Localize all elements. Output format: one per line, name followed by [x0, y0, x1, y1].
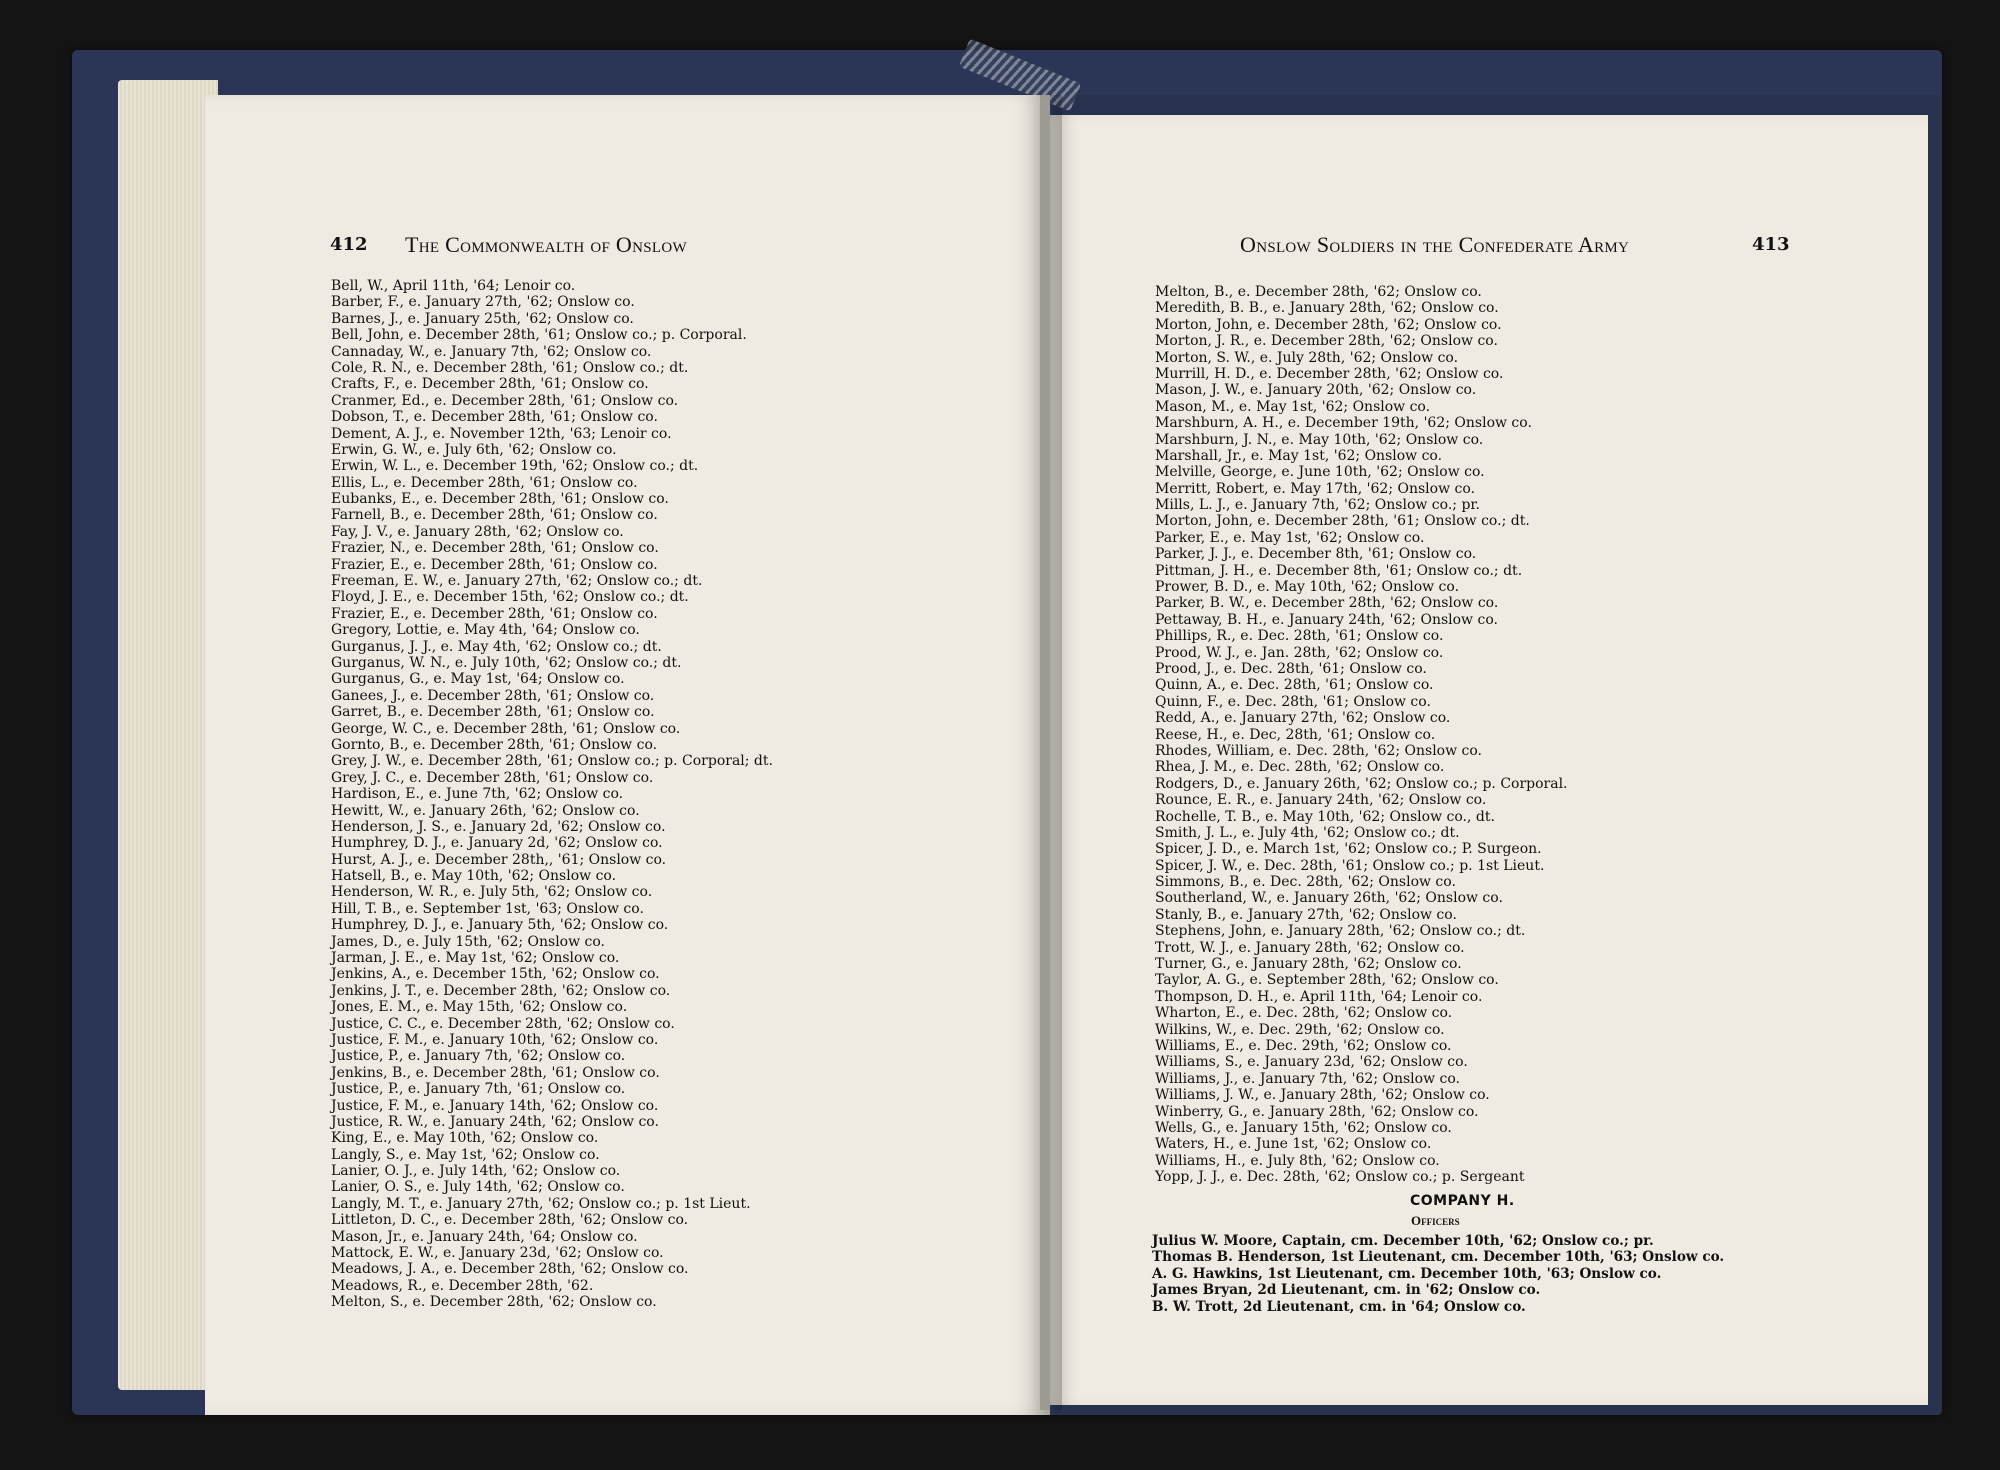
- officer-entry: James Bryan, 2d Lieutenant, cm. in '62; Onslow co.: [1152, 1282, 1541, 1299]
- roster-entry: Melville, George, e. June 10th, '62; Onslow co.: [1155, 464, 1485, 481]
- roster-entry: James, D., e. July 15th, '62; Onslow co.: [331, 933, 606, 950]
- roster-entry: Farnell, B., e. December 28th, '61; Onslow co.: [331, 507, 658, 524]
- roster-entry: Meredith, B. B., e. January 28th, '62; Onslow co.: [1155, 300, 1499, 317]
- roster-entry: Jenkins, A., e. December 15th, '62; Onslow co.: [331, 966, 660, 983]
- page-edges: [118, 80, 218, 1390]
- officer-entry: Thomas B. Henderson, 1st Lieutenant, cm. December 10th, '63; Onslow co.: [1152, 1249, 1725, 1266]
- roster-entry: Murrill, H. D., e. December 28th, '62; Onslow co.: [1155, 365, 1504, 382]
- roster-entry: Bell, John, e. December 28th, '61; Onslow co.; p. Corporal.: [331, 327, 747, 344]
- roster-entry: Hurst, A. J., e. December 28th,, '61; Onslow co.: [331, 851, 667, 868]
- roster-entry: Simmons, B., e. Dec. 28th, '62; Onslow co.: [1155, 874, 1456, 891]
- roster-entry: Pettaway, B. H., e. January 24th, '62; Onslow co.: [1155, 611, 1498, 628]
- roster-entry: Bell, W., April 11th, '64; Lenoir co.: [331, 278, 576, 294]
- roster-entry: Humphrey, D. J., e. January 2d, '62; Onslow co.: [331, 835, 663, 852]
- roster-entry: Mason, M., e. May 1st, '62; Onslow co.: [1155, 398, 1431, 415]
- roster-entry: Jones, E. M., e. May 15th, '62; Onslow co.: [331, 999, 628, 1016]
- roster-entry: Freeman, E. W., e. January 27th, '62; Onslow co.; dt.: [331, 573, 703, 590]
- roster-entry: Marshall, Jr., e. May 1st, '62; Onslow co.: [1155, 447, 1443, 464]
- roster-entry: Eubanks, E., e. December 28th, '61; Onslow co.: [331, 491, 669, 508]
- roster-entry: Grey, J. W., e. December 28th, '61; Onslow co.; p. Corporal; dt.: [331, 753, 773, 770]
- roster-entry: Gregory, Lottie, e. May 4th, '64; Onslow co.: [331, 622, 640, 639]
- roster-entry: Justice, F. M., e. January 14th, '62; Onslow co.: [331, 1097, 659, 1114]
- roster-entry: Rounce, E. R., e. January 24th, '62; Onslow co.: [1155, 792, 1487, 809]
- roster-entry: Barnes, J., e. January 25th, '62; Onslow co.: [331, 310, 634, 327]
- roster-entry: Melton, S., e. December 28th, '62; Onslow co.: [331, 1294, 657, 1311]
- roster-entry: Trott, W. J., e. January 28th, '62; Onslow co.: [1155, 939, 1465, 956]
- roster-entry: Wharton, E., e. Dec. 28th, '62; Onslow co.: [1155, 1005, 1453, 1022]
- roster-entry: Mills, L. J., e. January 7th, '62; Onslow co.; pr.: [1155, 497, 1481, 514]
- roster-entry: Quinn, F., e. Dec. 28th, '61; Onslow co.: [1155, 693, 1431, 710]
- roster-entry: Spicer, J. W., e. Dec. 28th, '61; Onslow co.; p. 1st Lieut.: [1155, 857, 1545, 874]
- roster-entry: Hatsell, B., e. May 10th, '62; Onslow co.: [331, 868, 617, 885]
- roster-entry: King, E., e. May 10th, '62; Onslow co.: [331, 1130, 599, 1147]
- roster-entry: Erwin, G. W., e. July 6th, '62; Onslow co.: [331, 441, 617, 458]
- roster-entry: Williams, H., e. July 8th, '62; Onslow co.: [1155, 1152, 1440, 1169]
- roster-entry: Justice, P., e. January 7th, '61; Onslow co.: [331, 1081, 626, 1098]
- roster-entry: Prood, J., e. Dec. 28th, '61; Onslow co.: [1155, 660, 1427, 677]
- book-gutter: [1040, 95, 1062, 1410]
- roster-entry: Justice, F. M., e. January 10th, '62; Onslow co.: [331, 1031, 659, 1048]
- roster-entry: Phillips, R., e. Dec. 28th, '61; Onslow co.: [1155, 628, 1444, 645]
- roster-entry: Jenkins, B., e. December 28th, '61; Onslow co.: [331, 1064, 660, 1081]
- roster-entry: Ellis, L., e. December 28th, '61; Onslow co.: [331, 474, 638, 491]
- roster-entry: Winberry, G., e. January 28th, '62; Onslow co.: [1155, 1103, 1479, 1120]
- roster-entry: Stanly, B., e. January 27th, '62; Onslow co.: [1155, 906, 1457, 923]
- roster-entry: Lanier, O. J., e. July 14th, '62; Onslow co.: [331, 1163, 621, 1180]
- officer-entry: Julius W. Moore, Captain, cm. December 10th, '62; Onslow co.; pr.: [1152, 1233, 1654, 1249]
- roster-entry: Gurganus, J. J., e. May 4th, '62; Onslow co.; dt.: [331, 638, 662, 655]
- roster-entry: Justice, R. W., e. January 24th, '62; Onslow co.: [331, 1113, 659, 1130]
- roster-entry: Fay, J. V., e. January 28th, '62; Onslow co.: [331, 523, 624, 540]
- roster-entry: Melton, B., e. December 28th, '62; Onslow co.: [1155, 284, 1482, 300]
- roster-entry: Merritt, Robert, e. May 17th, '62; Onslow co.: [1155, 480, 1475, 497]
- roster-entry: Waters, H., e. June 1st, '62; Onslow co.: [1155, 1136, 1432, 1153]
- roster-entry: Quinn, A., e. Dec. 28th, '61; Onslow co.: [1155, 677, 1434, 694]
- roster-entry: Cannaday, W., e. January 7th, '62; Onslow co.: [331, 343, 652, 360]
- roster-entry: Barber, F., e. January 27th, '62; Onslow co.: [331, 294, 635, 311]
- roster-entry: Meadows, R., e. December 28th, '62.: [331, 1277, 594, 1294]
- roster-entry: Justice, P., e. January 7th, '62; Onslow co.: [331, 1048, 626, 1065]
- roster-entry: Southerland, W., e. January 26th, '62; Onslow co.: [1155, 890, 1503, 907]
- roster-entry: Mattock, E. W., e. January 23d, '62; Onslow co.: [331, 1245, 664, 1262]
- roster-entry: Williams, S., e. January 23d, '62; Onslow co.: [1155, 1054, 1468, 1071]
- roster-entry: Turner, G., e. January 28th, '62; Onslow co.: [1155, 956, 1462, 973]
- roster-entry: Cole, R. N., e. December 28th, '61; Onslow co.; dt.: [331, 359, 689, 376]
- roster-entry: Langly, M. T., e. January 27th, '62; Onslow co.; p. 1st Lieut.: [331, 1195, 751, 1212]
- roster-entry: Wells, G., e. January 15th, '62; Onslow co.: [1155, 1119, 1452, 1136]
- officer-entry: A. G. Hawkins, 1st Lieutenant, cm. December 10th, '63; Onslow co.: [1152, 1265, 1662, 1282]
- roster-entry: Jenkins, J. T., e. December 28th, '62; Onslow co.: [331, 982, 671, 999]
- roster-entry: Henderson, W. R., e. July 5th, '62; Onslow co.: [331, 884, 653, 901]
- officer-list: [1152, 1233, 1724, 1315]
- roster-entry: Stephens, John, e. January 28th, '62; Onslow co.; dt.: [1155, 923, 1526, 940]
- roster-entry: Humphrey, D. J., e. January 5th, '62; Onslow co.: [331, 917, 669, 934]
- left-entry-list: [331, 278, 773, 1311]
- roster-entry: Parker, E., e. May 1st, '62; Onslow co.: [1155, 529, 1425, 546]
- roster-entry: George, W. C., e. December 28th, '61; Onslow co.: [331, 720, 681, 737]
- roster-entry: Gornto, B., e. December 28th, '61; Onslow co.: [331, 736, 658, 753]
- officer-entry: B. W. Trott, 2d Lieutenant, cm. in '64; Onslow co.: [1152, 1298, 1526, 1315]
- roster-entry: Meadows, J. A., e. December 28th, '62; Onslow co.: [331, 1261, 689, 1278]
- roster-entry: Parker, B. W., e. December 28th, '62; Onslow co.: [1155, 595, 1499, 612]
- roster-entry: Prower, B. D., e. May 10th, '62; Onslow co.: [1155, 579, 1460, 596]
- roster-entry: Crafts, F., e. December 28th, '61; Onslow co.: [331, 376, 649, 393]
- roster-entry: Rhea, J. M., e. Dec. 28th, '62; Onslow co.: [1155, 759, 1445, 776]
- roster-entry: Morton, John, e. December 28th, '61; Onslow co.; dt.: [1155, 513, 1530, 530]
- roster-entry: Redd, A., e. January 27th, '62; Onslow co.: [1155, 710, 1451, 727]
- right-page-number: 413: [1752, 234, 1790, 255]
- roster-entry: Pittman, J. H., e. December 8th, '61; Onslow co.; dt.: [1155, 562, 1523, 579]
- roster-entry: Ganees, J., e. December 28th, '61; Onslow co.: [331, 687, 655, 704]
- roster-entry: Spicer, J. D., e. March 1st, '62; Onslow co.; P. Surgeon.: [1155, 841, 1542, 858]
- roster-entry: Dement, A. J., e. November 12th, '63; Lenoir co.: [331, 425, 672, 442]
- roster-entry: Mason, J. W., e. January 20th, '62; Onslow co.: [1155, 382, 1477, 399]
- roster-entry: Yopp, J. J., e. Dec. 28th, '62; Onslow co.; p. Sergeant: [1155, 1169, 1525, 1186]
- roster-entry: Marshburn, J. N., e. May 10th, '62; Onslow co.: [1155, 431, 1484, 448]
- left-page-number: 412: [330, 234, 368, 255]
- roster-entry: Marshburn, A. H., e. December 19th, '62; Onslow co.: [1155, 415, 1532, 432]
- roster-entry: Morton, S. W., e. July 28th, '62; Onslow co.: [1155, 349, 1459, 366]
- roster-entry: Erwin, W. L., e. December 19th, '62; Onslow co.; dt.: [331, 458, 699, 475]
- roster-entry: Morton, John, e. December 28th, '62; Onslow co.: [1155, 316, 1502, 333]
- roster-entry: Grey, J. C., e. December 28th, '61; Onslow co.: [331, 769, 654, 786]
- roster-entry: Parker, J. J., e. December 8th, '61; Onslow co.: [1155, 546, 1477, 563]
- roster-entry: Williams, J., e. January 7th, '62; Onslow co.: [1155, 1070, 1460, 1087]
- roster-entry: Thompson, D. H., e. April 11th, '64; Lenoir co.: [1155, 988, 1483, 1005]
- roster-entry: Justice, C. C., e. December 28th, '62; Onslow co.: [331, 1015, 675, 1032]
- roster-entry: Taylor, A. G., e. September 28th, '62; Onslow co.: [1155, 972, 1499, 989]
- roster-entry: Henderson, J. S., e. January 2d, '62; Onslow co.: [331, 818, 666, 835]
- roster-entry: Prood, W. J., e. Jan. 28th, '62; Onslow co.: [1155, 644, 1444, 661]
- roster-entry: Dobson, T., e. December 28th, '61; Onslow co.: [331, 409, 658, 426]
- roster-entry: Rochelle, T. B., e. May 10th, '62; Onslow co., dt.: [1155, 808, 1495, 825]
- roster-entry: Frazier, E., e. December 28th, '61; Onslow co.: [331, 605, 658, 622]
- roster-entry: Jarman, J. E., e. May 1st, '62; Onslow co.: [331, 950, 620, 967]
- roster-entry: Rhodes, William, e. Dec. 28th, '62; Onslow co.: [1155, 742, 1483, 759]
- roster-entry: Floyd, J. E., e. December 15th, '62; Onslow co.; dt.: [331, 589, 689, 606]
- right-running-title: Onslow Soldiers in the Confederate Army: [1240, 232, 1630, 257]
- roster-entry: Littleton, D. C., e. December 28th, '62; Onslow co.: [331, 1212, 689, 1229]
- roster-entry: Smith, J. L., e. July 4th, '62; Onslow co.; dt.: [1155, 824, 1460, 841]
- roster-entry: Rodgers, D., e. January 26th, '62; Onslow co.; p. Corporal.: [1155, 775, 1568, 792]
- roster-entry: Garret, B., e. December 28th, '61; Onslow co.: [331, 704, 655, 721]
- roster-entry: Wilkins, W., e. Dec. 29th, '62; Onslow co.: [1155, 1021, 1445, 1038]
- roster-entry: Morton, J. R., e. December 28th, '62; Onslow co.: [1155, 333, 1498, 350]
- roster-entry: Cranmer, Ed., e. December 28th, '61; Onslow co.: [331, 392, 679, 409]
- roster-entry: Gurganus, W. N., e. July 10th, '62; Onslow co.; dt.: [331, 654, 682, 671]
- roster-entry: Mason, Jr., e. January 24th, '64; Onslow co.: [331, 1228, 638, 1245]
- roster-entry: Lanier, O. S., e. July 14th, '62; Onslow co.: [331, 1179, 625, 1196]
- roster-entry: Gurganus, G., e. May 1st, '64; Onslow co.: [331, 671, 625, 688]
- roster-entry: Langly, S., e. May 1st, '62; Onslow co.: [331, 1146, 600, 1163]
- roster-entry: Williams, J. W., e. January 28th, '62; Onslow co.: [1155, 1087, 1490, 1104]
- officers-heading: Officers: [1411, 1213, 1460, 1228]
- roster-entry: Hewitt, W., e. January 26th, '62; Onslow co.: [331, 802, 640, 819]
- roster-entry: Reese, H., e. Dec, 28th, '61; Onslow co.: [1155, 726, 1436, 743]
- left-running-title: The Commonwealth of Onslow: [405, 232, 687, 257]
- roster-entry: Frazier, N., e. December 28th, '61; Onslow co.: [331, 540, 659, 557]
- roster-entry: Hardison, E., e. June 7th, '62; Onslow co.: [331, 786, 624, 803]
- roster-entry: Williams, E., e. Dec. 29th, '62; Onslow co.: [1155, 1037, 1452, 1054]
- roster-entry: Hill, T. B., e. September 1st, '63; Onslow co.: [331, 900, 644, 917]
- roster-entry: Frazier, E., e. December 28th, '61; Onslow co.: [331, 556, 658, 573]
- right-entry-list: [1155, 284, 1568, 1185]
- company-heading: COMPANY H.: [1410, 1193, 1515, 1209]
